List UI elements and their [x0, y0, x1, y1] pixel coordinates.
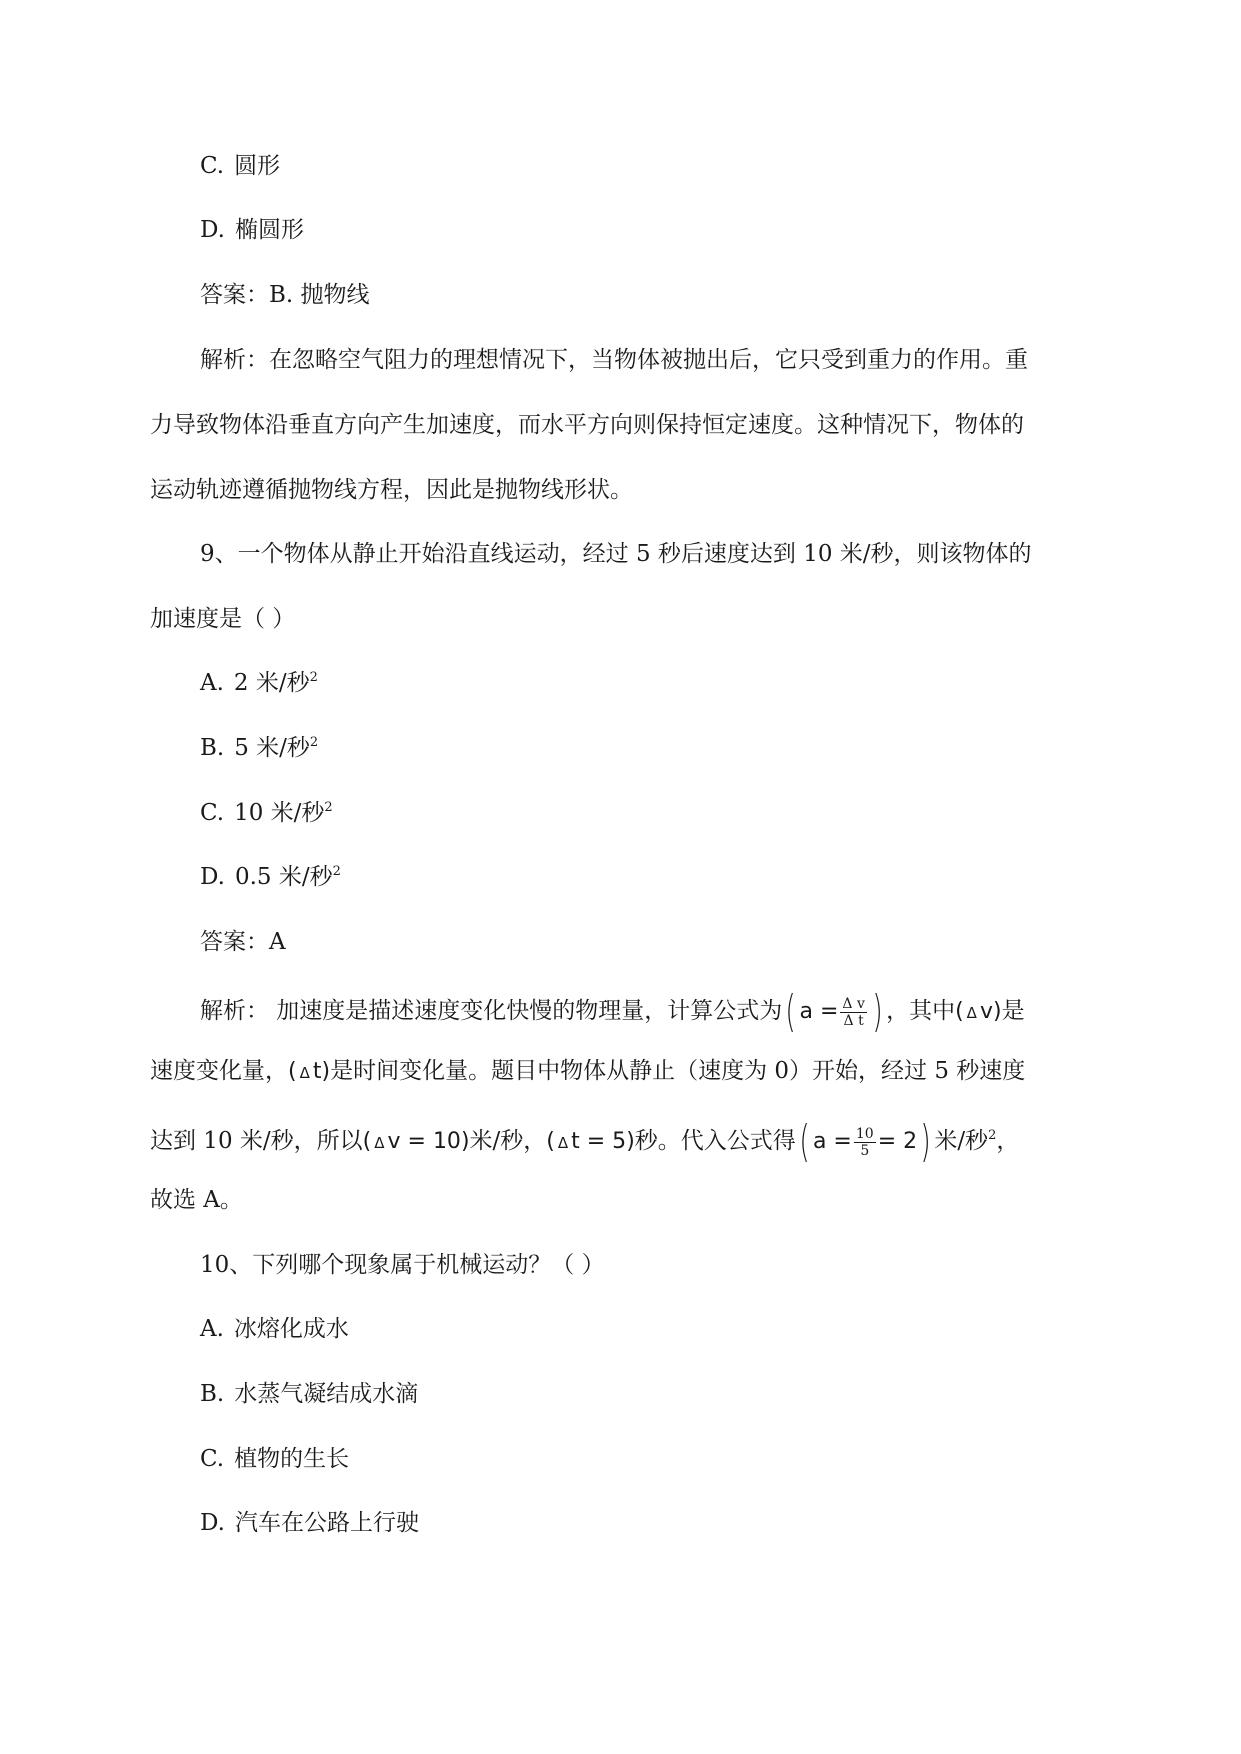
- option-b: [200, 1378, 418, 1410]
- delta-symbol: Δ: [843, 1012, 854, 1029]
- option-a: [200, 1313, 349, 1345]
- analysis-line: 运动轨迹遵循抛物线方程，因此是抛物线形状。: [150, 477, 633, 503]
- analysis-text: 速度变化量，: [150, 1058, 288, 1084]
- option-text: 5 米/秒: [234, 735, 310, 761]
- formula-delta-v-value: ( Δ v = 10): [362, 1129, 470, 1154]
- option-b: [200, 732, 318, 764]
- option-label: C.: [200, 800, 225, 826]
- analysis-text: 米/秒，: [469, 1128, 547, 1154]
- superscript: 2: [332, 864, 341, 879]
- option-label: D.: [200, 1510, 225, 1536]
- option-text: 椭圆形: [234, 217, 304, 243]
- numerator: v: [856, 995, 865, 1012]
- analysis-text: 是: [1001, 998, 1025, 1024]
- option-c: [200, 1443, 349, 1475]
- analysis-line: 故选 A。: [150, 1187, 243, 1213]
- option-c: [200, 150, 280, 182]
- option-label: C.: [200, 153, 225, 179]
- option-d: [200, 1507, 419, 1539]
- denominator: t: [858, 1012, 864, 1029]
- numerator: 10: [855, 1125, 874, 1142]
- option-a: [200, 667, 318, 699]
- option-text: 10 米/秒: [234, 800, 325, 826]
- option-text: 0.5 米/秒: [234, 864, 333, 890]
- option-text: 圆形: [234, 153, 281, 179]
- superscript: 2: [324, 800, 333, 815]
- analysis-text: ，其中: [886, 998, 956, 1024]
- formula-lhs: a =: [799, 999, 839, 1024]
- analysis-line: 解析：在忽略空气阻力的理想情况下，当物体被抛出后，它只受到重力的作用。重: [200, 347, 1028, 373]
- option-d: [200, 861, 341, 893]
- denominator: 5: [860, 1142, 870, 1159]
- formula-acceleration: ( a = $\frac{\text{Δ v}}{\text{Δ t}}$ ): [785, 986, 883, 1037]
- superscript: 2: [988, 1128, 997, 1143]
- fraction: [854, 1126, 876, 1159]
- analysis-line: [150, 1055, 1025, 1089]
- fraction: [840, 996, 867, 1029]
- superscript: 2: [309, 670, 318, 685]
- option-c: [200, 797, 333, 829]
- option-text: 汽车在公路上行驶: [234, 1510, 419, 1536]
- analysis-text: 是时间变化量。题目中物体从静止（速度为 0）开始，经过 5 秒速度: [330, 1058, 1026, 1084]
- question-stem: 9、一个物体从静止开始沿直线运动，经过 5 秒后速度达到 10 米/秒，则该物体的: [200, 541, 1032, 567]
- analysis-line: [150, 1116, 1020, 1167]
- option-text: 植物的生长: [234, 1446, 350, 1472]
- option-text: 冰熔化成水: [233, 1316, 349, 1342]
- question-stem: 加速度是（ ）: [150, 606, 296, 632]
- analysis-text: ，: [996, 1128, 1020, 1154]
- formula-delta-v: ( Δ v): [955, 999, 1002, 1024]
- analysis-text: 米/秒: [934, 1128, 989, 1154]
- formula-delta-t: ( Δ t): [288, 1059, 331, 1084]
- formula-lhs: a =: [812, 1129, 852, 1154]
- delta-symbol: Δ: [842, 995, 853, 1012]
- analysis-text: 达到 10 米/秒，所以: [150, 1128, 363, 1154]
- formula-result: = 2: [877, 1129, 918, 1154]
- analysis-line: [200, 986, 1025, 1037]
- option-label: D.: [200, 864, 225, 890]
- analysis-line: 力导致物体沿垂直方向产生加速度，而水平方向则保持恒定速度。这种情况下，物体的: [150, 412, 1024, 438]
- question-stem: 10、下列哪个现象属于机械运动？（ ）: [200, 1252, 605, 1278]
- option-label: C.: [200, 1446, 225, 1472]
- option-label: D.: [200, 217, 225, 243]
- analysis-text: 解析： 加速度是描述速度变化快慢的物理量，计算公式为: [200, 998, 783, 1024]
- option-label: A.: [200, 670, 224, 696]
- answer: 答案：A: [200, 929, 286, 955]
- option-text: 水蒸气凝结成水滴: [234, 1381, 419, 1407]
- answer: 答案：B. 抛物线: [200, 282, 370, 308]
- analysis-text: 秒。代入公式得: [634, 1128, 796, 1154]
- formula-delta-t-value: ( Δ t = 5): [546, 1129, 635, 1154]
- option-d: [200, 214, 304, 246]
- option-label: B.: [200, 735, 225, 761]
- option-label: B.: [200, 1381, 225, 1407]
- option-label: A.: [200, 1316, 224, 1342]
- option-text: 2 米/秒: [233, 670, 310, 696]
- formula-substitution: ( a = $\frac{10}{5}$ = 2): [799, 1116, 931, 1167]
- superscript: 2: [309, 735, 319, 750]
